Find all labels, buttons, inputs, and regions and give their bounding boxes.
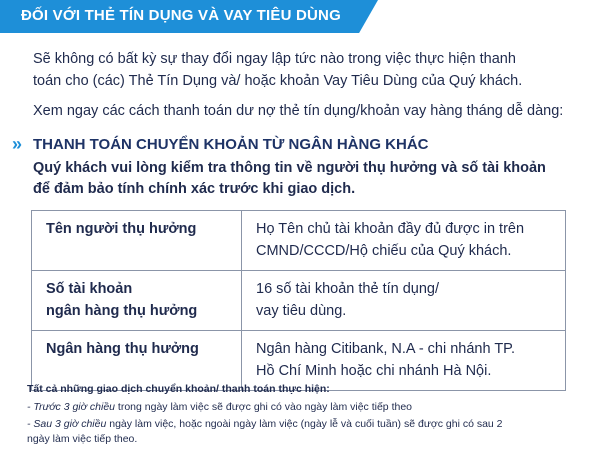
footnote-item-2-text: ngày làm việc, hoặc ngoài ngày làm việc (ngày lễ và cuối tuần) sẽ được ghi có sau 2 [106, 418, 503, 430]
value-line: Ngân hàng Citibank, N.A - chi nhánh TP. [256, 341, 516, 357]
banner-title: ĐỐI VỚI THẺ TÍN DỤNG VÀ VAY TIÊU DÙNG [21, 7, 341, 24]
footnote-item-2 [27, 417, 503, 431]
note-line-2: để đảm bảo tính chính xác trước khi giao dịch. [33, 181, 356, 197]
beneficiary-table [31, 210, 566, 391]
label-line: Số tài khoản [46, 281, 133, 297]
value-line: Họ Tên chủ tài khoản đầy đủ được in trên [256, 221, 525, 237]
table-row [32, 271, 566, 331]
section-title: THANH TOÁN CHUYỂN KHOẢN TỪ NGÂN HÀNG KHÁC [33, 136, 429, 153]
table-row [32, 211, 566, 271]
footnote-item-1-text: trong ngày làm việc sẽ được ghi có vào ngày làm việc tiếp theo [115, 401, 412, 413]
row-label [32, 211, 242, 271]
footnote-item-2-continued: ngày làm việc tiếp theo. [27, 433, 138, 445]
value-line: 16 số tài khoản thẻ tín dụng/ [256, 281, 439, 297]
value-line: Hồ Chí Minh hoặc chi nhánh Hà Nội. [256, 363, 492, 379]
intro-line-2: toán cho (các) Thẻ Tín Dụng và/ hoặc khoản Vay Tiêu Dùng của Quý khách. [33, 73, 523, 89]
label-line: Tên người thụ hưởng [46, 221, 197, 237]
verification-note [33, 158, 546, 200]
row-value [242, 271, 566, 331]
intro-line-1: Sẽ không có bất kỳ sự thay đổi ngay lập tức nào trong việc thực hiện thanh [33, 51, 516, 67]
value-line: vay tiêu dùng. [256, 303, 347, 319]
footnote-item-2-emphasis: - Sau 3 giờ chiều [27, 418, 107, 430]
note-line-1: Quý khách vui lòng kiểm tra thông tin về người thụ hưởng và số tài khoản [33, 160, 546, 176]
value-line: CMND/CCCD/Hộ chiếu của Quý khách. [256, 243, 512, 259]
row-label [32, 271, 242, 331]
label-line: Ngân hàng thụ hưởng [46, 341, 199, 357]
chevron-right-icon: » [12, 134, 23, 154]
intro-line-3: Xem ngay các cách thanh toán dư nợ thẻ tín dụng/khoản vay hàng tháng dễ dàng: [33, 103, 564, 119]
footnote-item-1 [27, 400, 412, 414]
footnote-item-1-emphasis: - Trước 3 giờ chiều [27, 401, 116, 413]
footnote-heading: Tất cả những giao dịch chuyển khoản/ thanh toán thực hiện: [27, 383, 330, 395]
label-line: ngân hàng thụ hưởng [46, 303, 198, 319]
row-value [242, 211, 566, 271]
